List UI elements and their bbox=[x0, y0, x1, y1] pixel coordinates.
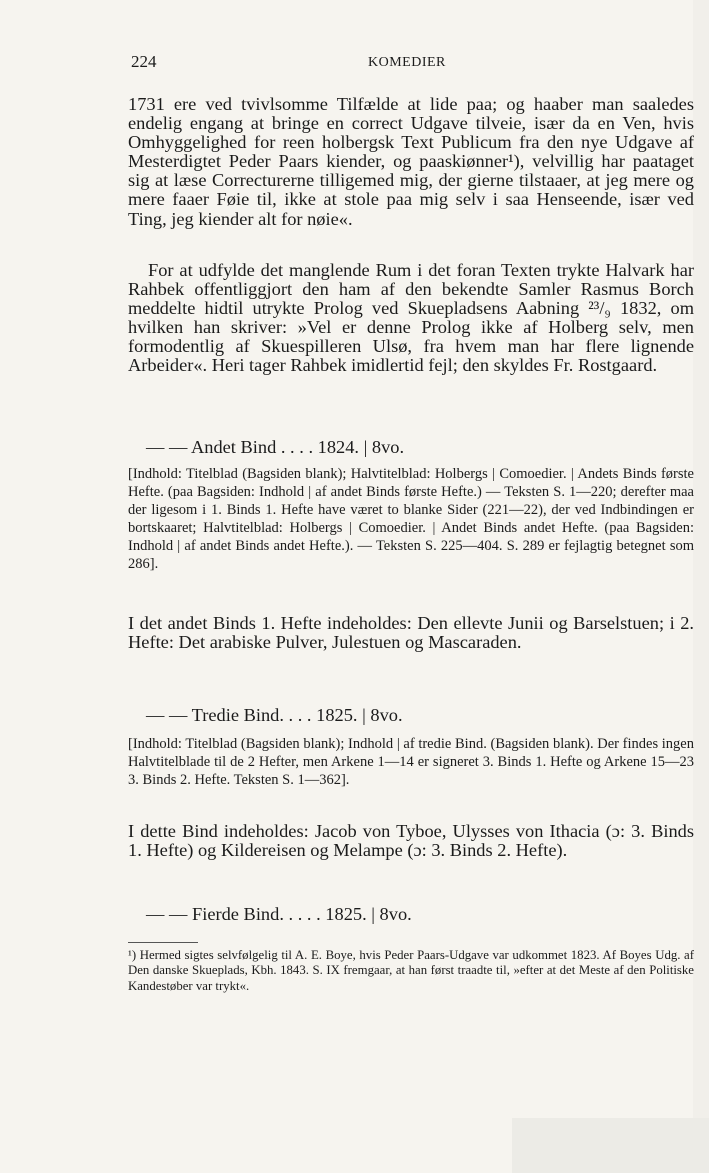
paragraph-intro: 1731 ere ved tvivlsomme Tilfælde at lide paa; og haaber man saaledes endelig engang at bringe en correct Udgave tilveie, især da en Ven, hvis Omhyggelighed for reen holbergsk Text Publicum fra den nye Udgave af Mesterdigtet Peder Paars kiender, og paaskiønner¹), velvillig har paataget sig at læse Correcturerne tilligemed mig, der gierne tilstaaer, at jeg mere og mere faaer Føie til, ikke at stole paa mig selv i saa Henseende, især ved Ting, jeg kiender alt for nøie«. bbox=[128, 94, 694, 229]
contents-tredie-bind: [Indhold: Titelblad (Bagsiden blank); Indhold | af tredie Bind. (Bagsiden blank). Der findes ingen Halvtitelblade til de 2 Hefter, men Arkene 1—14 er signeret 3. Binds 1. Hefte og Arkene 15—23 3. Binds 2. Hefte. Teksten S. 1—362]. bbox=[128, 736, 694, 788]
page-corner-shadow bbox=[512, 1118, 709, 1173]
footnote-rule bbox=[128, 942, 198, 943]
paragraph-rahbek: For at udfylde det manglende Rum i det foran Texten trykte Halvark har Rahbek offentliggjort den ham af den bekendte Samler Rasmus Borch meddelte hidtil utrykte Prolog ved Skuepladsens Aabning ²³/₉ 1832, om hvilken han skriver: »Vel er denne Prolog ikke af Holberg selv, men formodentlig af Skuespilleren Ulsø, fra hvem man har flere lignende Arbeider«. Heri tager Rahbek imidlertid fejl; den skyldes Fr. Rostgaard. bbox=[128, 260, 694, 376]
paragraph-tredie-bind: I dette Bind indeholdes: Jacob von Tyboe, Ulysses von Ithacia (ɔ: 3. Binds 1. Hefte) og Kildereisen og Melampe (ɔ: 3. Binds 2. Hefte). bbox=[128, 821, 694, 861]
footnote: ¹) Hermed sigtes selvfølgelig til A. E. Boye, hvis Peder Paars-Udgave var udkommet 1823. Af Boyes Udg. af Den danske Skueplads, Kbh. 1843. S. IX fremgaar, at han først traadte til, »efter at det Meste af den Politiske Kandestøber var trykt«. bbox=[128, 948, 694, 993]
heading-tredie-bind: — — Tredie Bind. . . . 1825. | 8vo. bbox=[146, 705, 403, 725]
paragraph-andet-bind: I det andet Binds 1. Hefte indeholdes: Den ellevte Junii og Barselstuen; i 2. Hefte: Det arabiske Pulver, Julestuen og Mascaraden. bbox=[128, 613, 694, 653]
page-number: 224 bbox=[131, 52, 157, 71]
heading-fierde-bind: — — Fierde Bind. . . . . 1825. | 8vo. bbox=[146, 904, 412, 924]
heading-andet-bind: — — Andet Bind . . . . 1824. | 8vo. bbox=[146, 437, 405, 457]
contents-andet-bind: [Indhold: Titelblad (Bagsiden blank); Halvtitelblad: Holbergs | Comoedier. | Andets Binds første Hefte. (paa Bagsiden: Indhold | af andet Binds første Hefte.) — Teksten S. 1—220; derefter maa der ligesom i 1. Binds 1. Hefte have været to blanke Sider (221—22), der ved Indbindingen er bortskaaret; Halvtitelblad: Holbergs | Comoedier. | Andet Binds andet Hefte. (paa Bagsiden: Indhold | af andet Binds andet Hefte.). — Teksten S. 225—404. S. 289 er fejlagtig betegnet som 286]. bbox=[128, 466, 694, 572]
page-edge bbox=[693, 0, 709, 1173]
page-header bbox=[131, 52, 693, 76]
running-head: KOMEDIER bbox=[368, 55, 446, 70]
